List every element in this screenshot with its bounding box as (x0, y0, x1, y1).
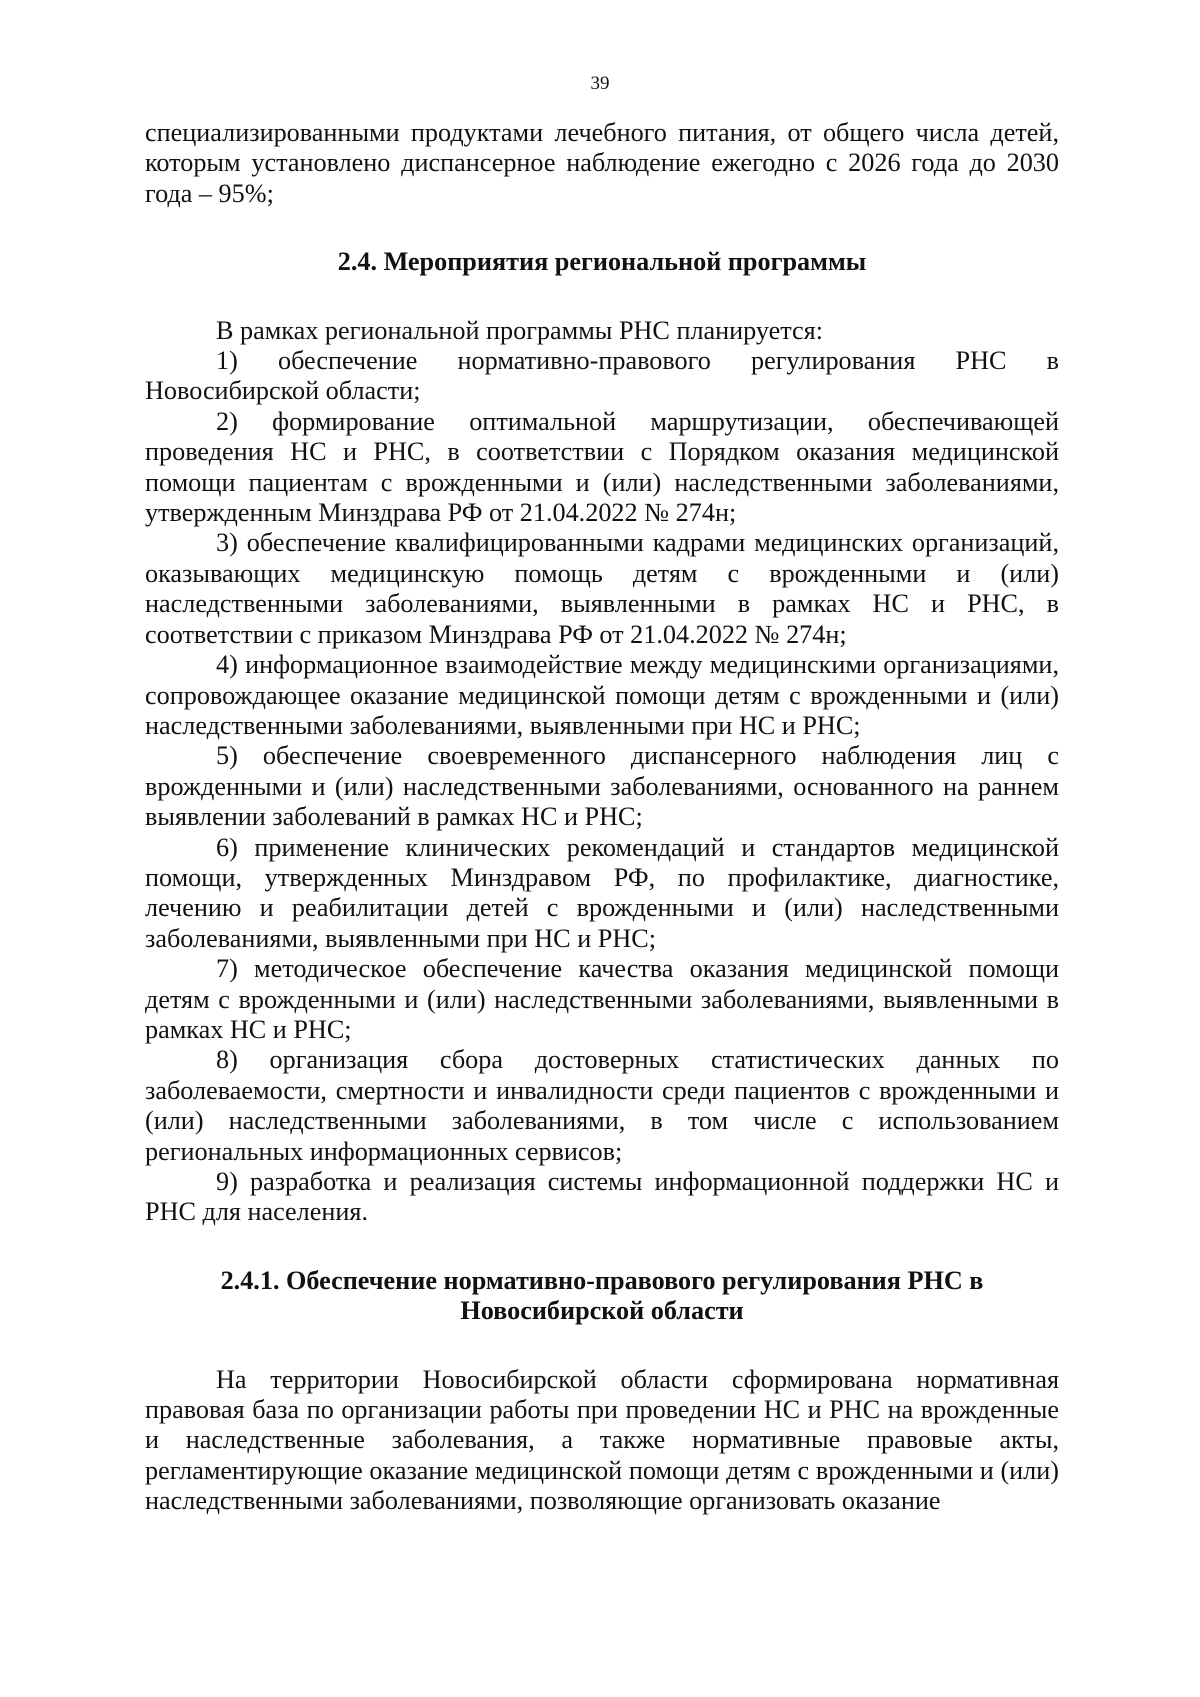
document-body (145, 118, 1059, 1517)
list-item: 5) обеспечение своевременного диспансерного наблюдения лиц с врожденными и (или) наследственными заболеваниями, основанного на раннем выявлении заболеваний в рамках НС и РНС; (145, 741, 1059, 832)
list-item: 1) обеспечение нормативно-правового регулирования РНС в Новосибирской области; (145, 346, 1059, 406)
page-number: 39 (590, 73, 610, 94)
list-item: 2) формирование оптимальной маршрутизации, обеспечивающей проведения НС и РНС, в соответствии с Порядком оказания медицинской помощи пациентам с врожденными и (или) наследственными заболеваниями, утвержденным Минздрава РФ от 21.04.2022 № 274н; (145, 406, 1059, 528)
section-heading-2-4: 2.4. Мероприятия региональной программы (337, 247, 867, 277)
list-item: 9) разработка и реализация системы информационной поддержки НС и РНС для населения. (145, 1167, 1059, 1227)
section-heading-2-4-1 (145, 1266, 1059, 1327)
list-item: 8) организация сбора достоверных статистических данных по заболеваемости, смертности и инвалидности среди пациентов с врожденными и (или) наследственными заболеваниями, в том числе с использованием региональных информационных сервисов; (145, 1045, 1059, 1166)
list-item: 6) применение клинических рекомендаций и стандартов медицинской помощи, утвержденных Минздравом РФ, по профилактике, диагностике, лечению и реабилитации детей с врожденными и (или) наследственными заболеваниями, выявленными при НС и РНС; (145, 832, 1059, 953)
list-item: 7) методическое обеспечение качества оказания медицинской помощи детям с врожденными и (или) наследственными заболеваниями, выявленными в рамках НС и РНС; (145, 954, 1059, 1044)
intro-paragraph: специализированными продуктами лечебного питания, от общего числа детей, которым установлено диспансерное наблюдение ежегодно с 2026 года до 2030 года – 95%; (145, 118, 1059, 208)
list-item: 3) обеспечение квалифицированными кадрами медицинских организаций, оказывающих медицинскую помощь детям с врожденными и (или) наследственными заболеваниями, выявленными в рамках НС и РНС, в соответствии с приказом Минздрава РФ от 21.04.2022 № 274н; (145, 528, 1059, 649)
list-item: 4) информационное взаимодействие между медицинскими организациями, сопровождающее оказание медицинской помощи детям с врожденными и (или) наследственными заболеваниями, выявленными при НС и РНС; (145, 650, 1059, 740)
section-lead: В рамках региональной программы РНС планируется: (216, 315, 824, 345)
section-heading-line-2: Новосибирской области (460, 1296, 744, 1326)
section-heading-line-1: 2.4.1. Обеспечение нормативно-правового регулирования РНС в (220, 1265, 984, 1295)
section-paragraph: На территории Новосибирской области сформирована нормативная правовая база по организации работы при проведении НС и РНС на врожденные и наследственные заболевания, а также нормативные правовые акты, регламентирующие оказание медицинской помощи детям с врожденными и (или) наследственными заболеваниями, позволяющие организовать оказание (145, 1364, 1059, 1516)
